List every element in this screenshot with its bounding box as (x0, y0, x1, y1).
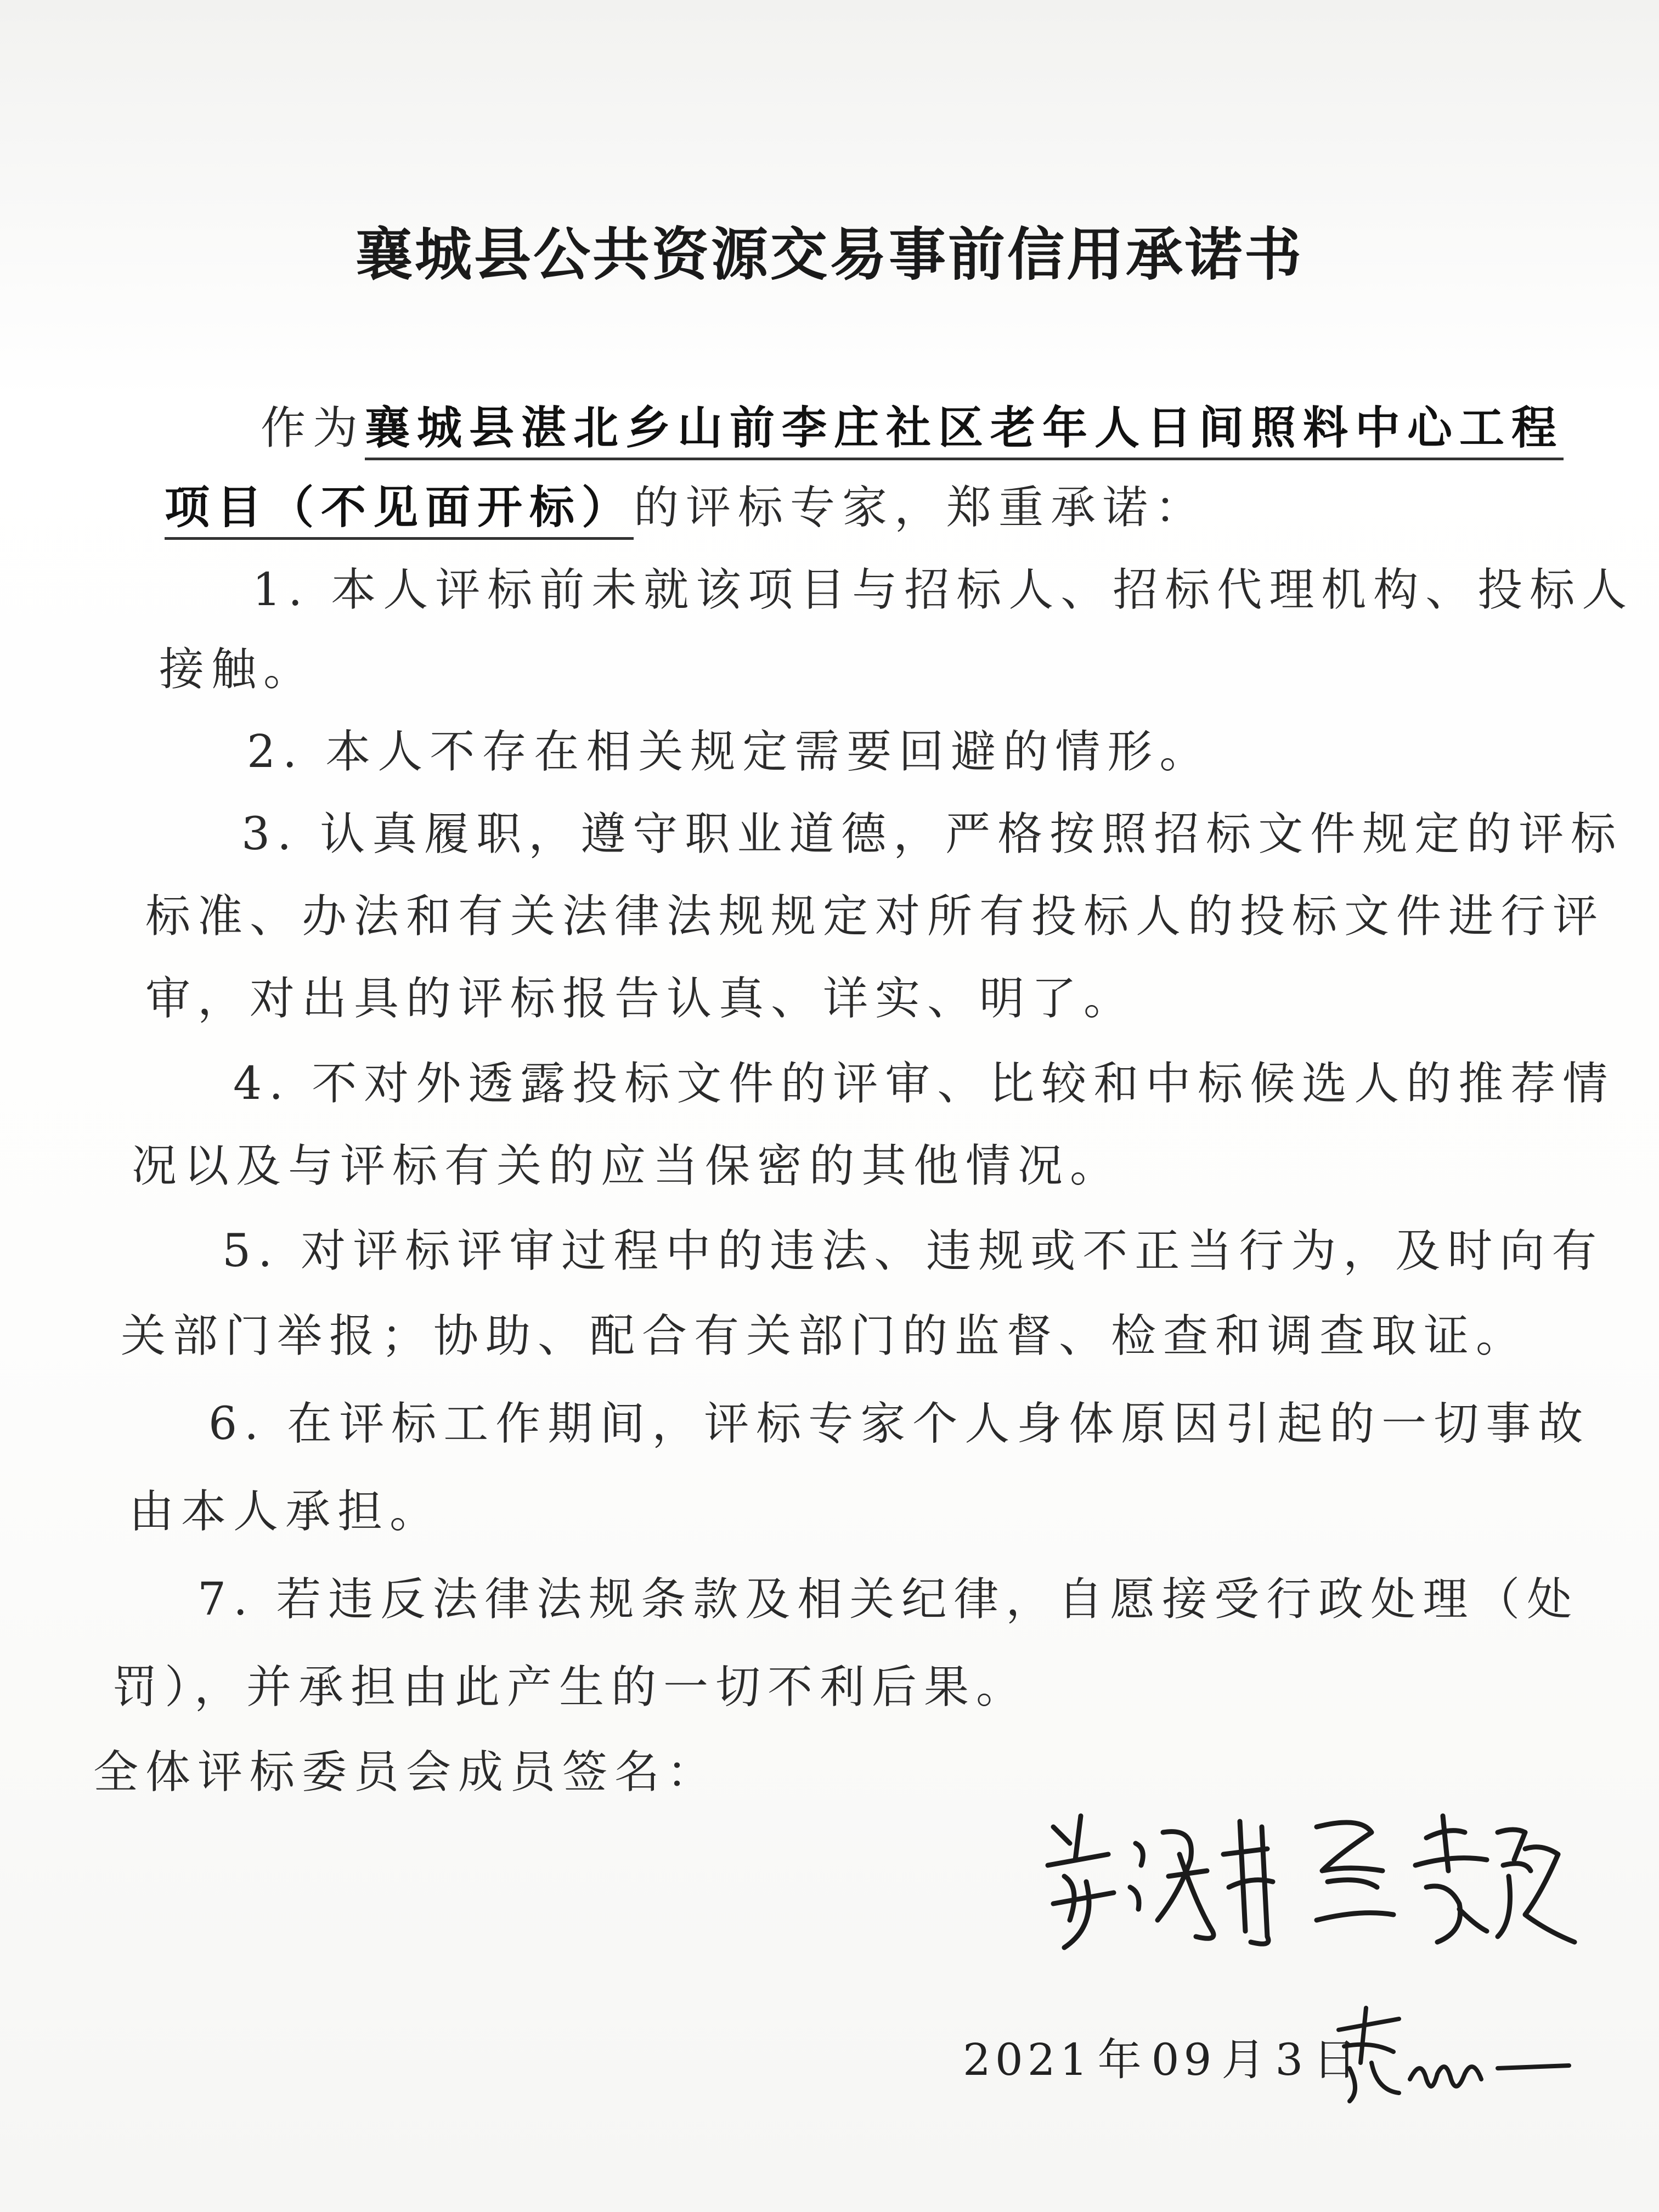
intro-prefix: 作为 (261, 402, 365, 454)
item-4-line-1: 4. 不对外透露投标文件的评审、比较和中标候选人的推荐情 (233, 1058, 1615, 1110)
item-5-line-2: 关部门举报；协助、配合有关部门的监督、检查和调查取证。 (121, 1310, 1528, 1362)
date-year-unit: 年 (1097, 2034, 1146, 2085)
document-title: 襄城县公共资源交易事前信用承诺书 (355, 221, 1304, 288)
item-3-line-2: 标准、办法和有关法律法规规定对所有投标人的投标文件进行评 (145, 890, 1605, 943)
date-day-unit: 日 (1313, 2034, 1362, 2085)
item-1-line-1: 1. 本人评标前未就该项目与招标人、招标代理机构、投标人 (252, 564, 1634, 616)
date-month-unit: 月 (1221, 2034, 1270, 2085)
item-3-line-1: 3. 认真履职，遵守职业道德，严格按照招标文件规定的评标 (241, 808, 1623, 860)
intro-line-2 (165, 472, 1207, 536)
handwritten-initials (1328, 1997, 1580, 2107)
intro-line-1 (261, 392, 1564, 456)
item-1-line-2: 接触。 (159, 644, 316, 696)
item-7-line-2: 罚），并承担由此产生的一切不利后果。 (112, 1661, 1029, 1713)
project-name-line-1: 襄城县湛北乡山前李庄社区老年人日间照料中心工程 (365, 402, 1564, 460)
item-6-line-2: 由本人承担。 (129, 1486, 442, 1538)
date-line (963, 2024, 1367, 2087)
project-name-line-2: 项目（不见面开标） (165, 482, 634, 540)
item-7-line-1: 7. 若违反法律法规条款及相关纪律，自愿接受行政处理（处 (198, 1573, 1579, 1626)
date-year: 2021 (963, 2034, 1092, 2085)
signature-label: 全体评标委员会成员签名： (93, 1746, 719, 1798)
item-5-line-1: 5. 对评标评审过程中的违法、违规或不正当行为，及时向有 (222, 1225, 1604, 1277)
item-6-line-1: 6. 在评标工作期间，评标专家个人身体原因引起的一切事故 (208, 1398, 1590, 1450)
item-3-line-3: 审，对出具的评标报告认真、详实、明了。 (145, 973, 1136, 1025)
handwritten-signature (1031, 1794, 1580, 1959)
date-month: 09 (1151, 2034, 1216, 2085)
date-day: 3 (1275, 2034, 1308, 2085)
intro-suffix: 的评标专家，郑重承诺： (634, 482, 1207, 534)
item-2-line-1: 2. 本人不存在相关规定需要回避的情形。 (247, 726, 1212, 778)
item-4-line-2: 况以及与评标有关的应当保密的其他情况。 (132, 1140, 1122, 1192)
